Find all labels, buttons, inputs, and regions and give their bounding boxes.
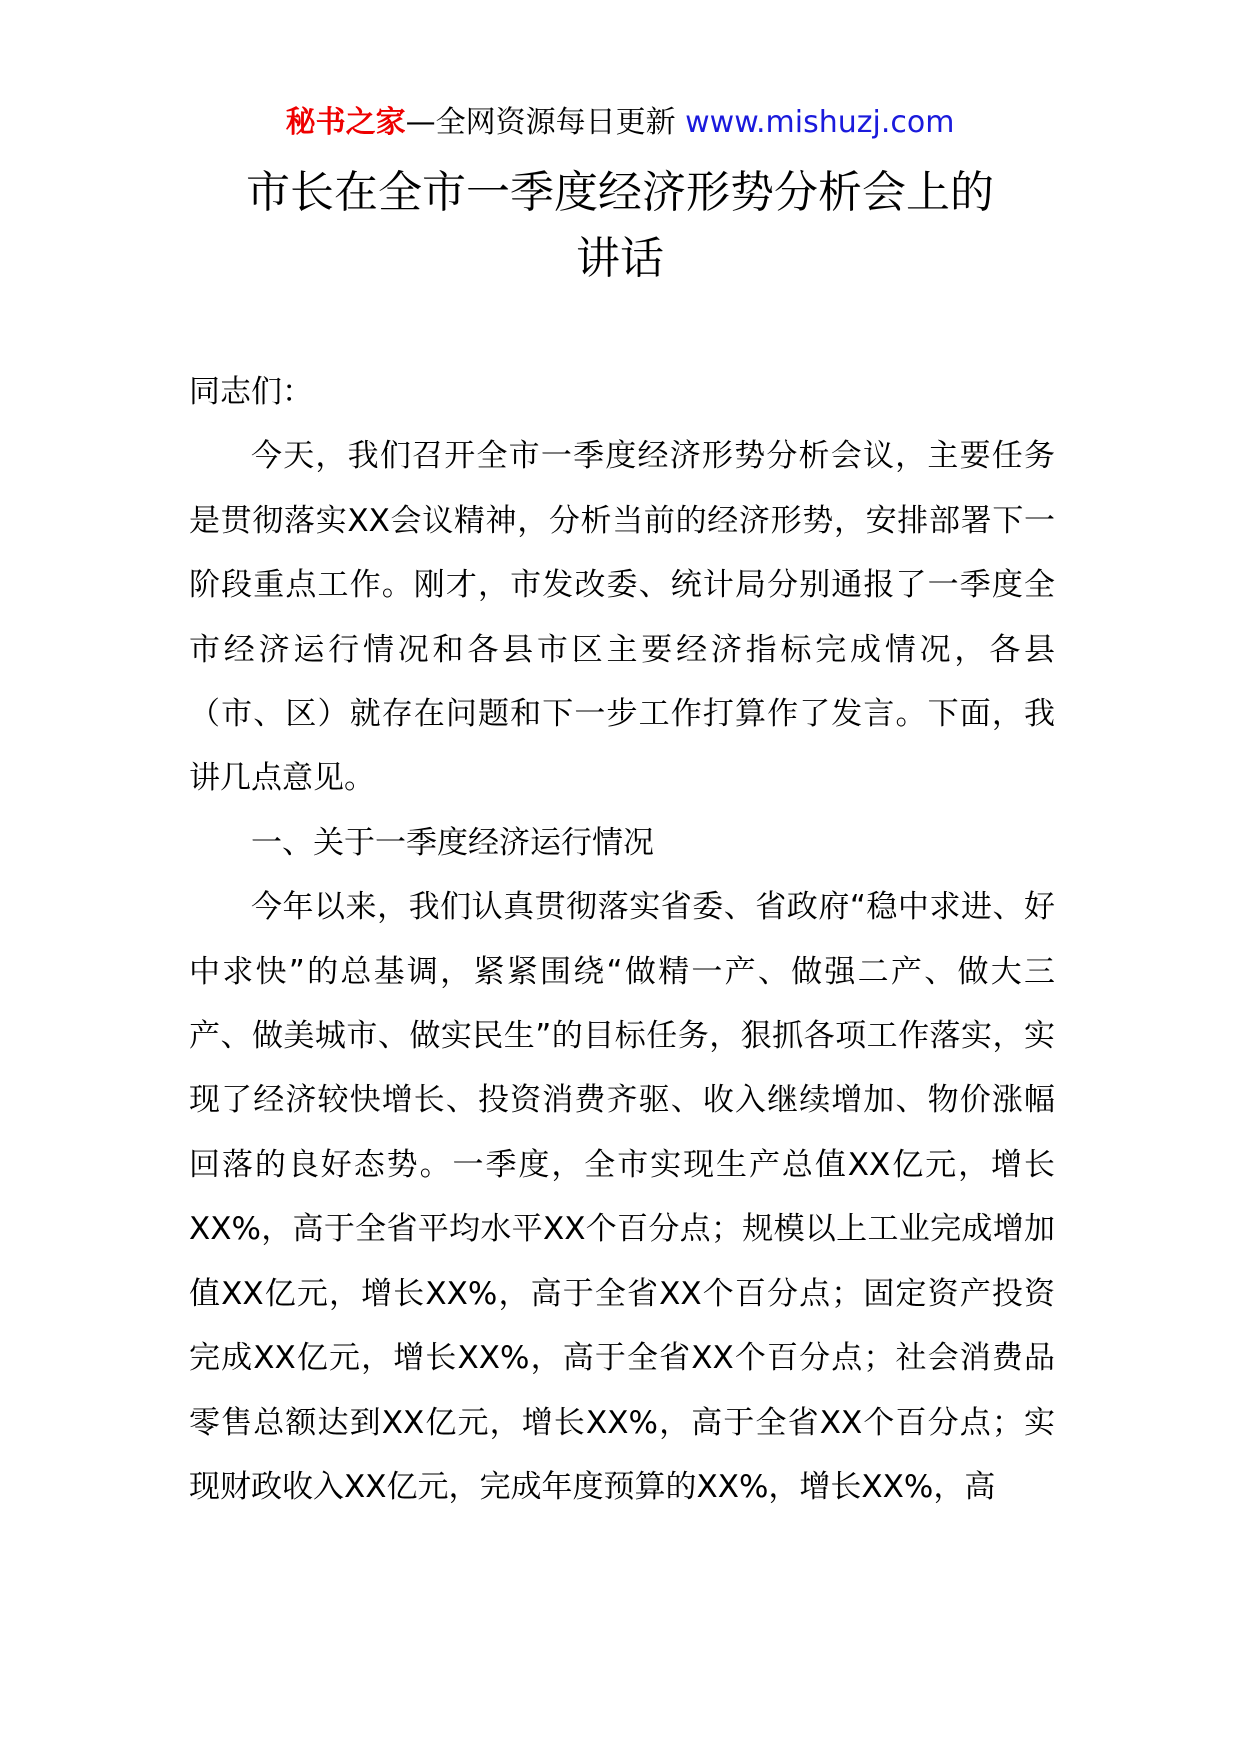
site-tagline: —全网资源每日更新 <box>405 105 676 140</box>
document-title-line-2: 讲话 <box>576 233 664 284</box>
section-heading-1: 一、关于一季度经济运行情况 <box>251 824 654 861</box>
site-url-link[interactable]: www.mishuzj.com <box>685 105 955 140</box>
paragraph-economic-overview: 今年以来，我们认真贯彻落实省委、省政府“稳中求进、好中求快”的总基调，紧紧围绕“做精一产、做强二产、做大三产、做美城市、做实民生”的目标任务，狠抓各项工作落实，实现了经济较快增长、投资消费齐驱、收入继续增加、物价涨幅回落的良好态势。一季度，全市实现生产总值XX亿元，增长XX%，高于全省平均水平XX个百分点；规模以上工业完成增加值XX亿元，增长XX%，高于全省XX个百分点；固定资产投资完成XX亿元，增长XX%，高于全省XX个百分点；社会消费品零售总额达到XX亿元，增长XX%，高于全省XX个百分点；实现财政收入XX亿元，完成年度预算的XX%，增长XX%，高 <box>189 889 1055 1505</box>
paragraph-opening: 今天，我们召开全市一季度经济形势分析会议，主要任务是贯彻落实XX会议精神，分析当前的经济形势，安排部署下一阶段重点工作。刚才，市发改委、统计局分别通报了一季度全市经济运行情况和各县市区主要经济指标完成情况，各县（市、区）就存在问题和下一步工作打算作了发言。下面，我讲几点意见。 <box>189 438 1055 797</box>
salutation: 同志们： <box>189 374 313 410</box>
document-title-line-1: 市长在全市一季度经济形势分析会上的 <box>246 167 994 218</box>
site-brand-name: 秘书之家 <box>285 105 406 140</box>
document-title <box>150 160 1090 292</box>
document-body <box>189 360 1055 1519</box>
site-header-banner <box>0 100 1240 146</box>
